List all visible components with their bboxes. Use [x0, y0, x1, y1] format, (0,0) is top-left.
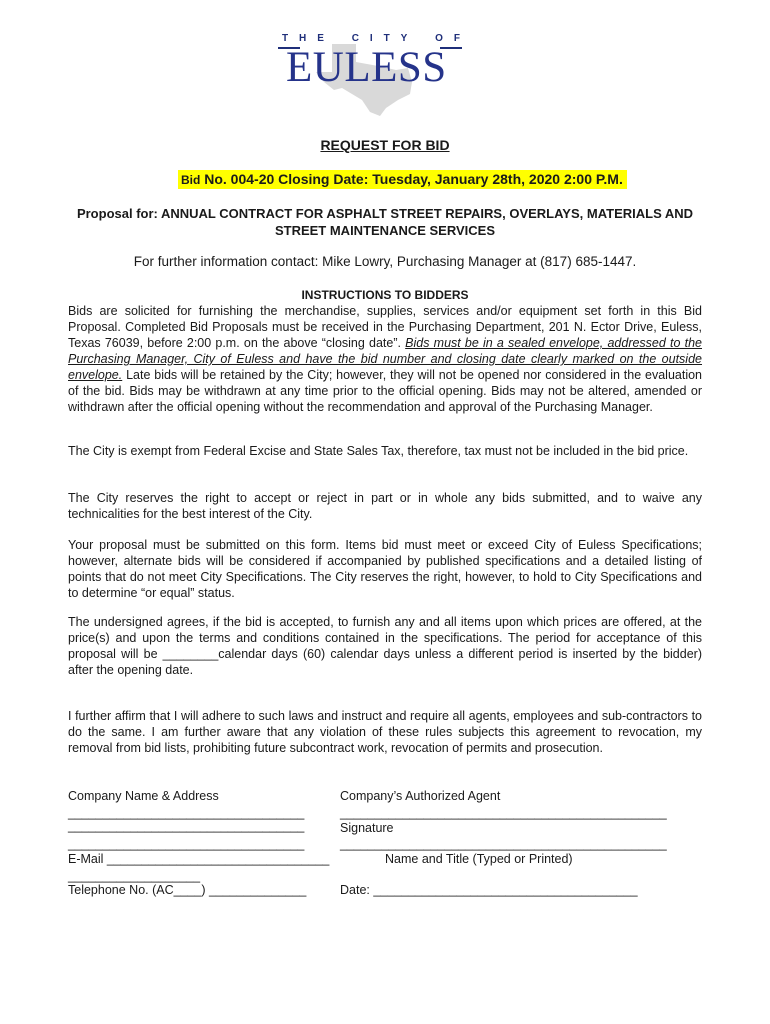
paragraph-acceptance-period: The undersigned agrees, if the bid is accepted, to furnish any and all items upon which prices are offered, at the price(s) and upon the terms and conditions contained in the specifications. The period for acceptance of this proposal will be ________calendar days (60) calendar days unless a different period is inserted by the bidder) after the opening date.	[68, 615, 702, 677]
logo-letter: E	[317, 33, 324, 44]
company-name-label: Company Name & Address	[68, 789, 219, 803]
logo-letter: T	[282, 33, 289, 44]
logo-letter: H	[299, 33, 307, 44]
agent-line[interactable]: _______________________________________________	[340, 806, 667, 820]
extra-line[interactable]: ___________________	[68, 869, 201, 883]
email-field[interactable]: E-Mail ________________________________	[68, 852, 330, 866]
paragraph-specifications: Your proposal must be submitted on this form. Items bid must meet or exceed City of Euless Specifications; however, alternate bids will be considered if accompanied by published specifications and a detailed listing of points that do not meet City Specifications. The City reserves the right, however, to hold to City Specifications and to determine “or equal” status.	[68, 538, 702, 600]
date-field[interactable]: Date: ______________________________________	[340, 883, 638, 897]
company-line-2[interactable]: __________________________________	[68, 819, 305, 833]
city-of-euless-logo	[276, 30, 466, 116]
logo-letter: Y	[400, 33, 408, 44]
company-line-3[interactable]: __________________________________	[68, 837, 305, 851]
instructions-heading: INSTRUCTIONS TO BIDDERS	[301, 288, 469, 302]
paragraph-city-rights: The City reserves the right to accept or reject in part or in whole any bids submitted, and to waive any technicalities for the best interest of the City.	[68, 491, 702, 521]
signature-line[interactable]: _______________________________________________	[340, 837, 667, 851]
proposal-title: Proposal for: ANNUAL CONTRACT FOR ASPHALT STREET REPAIRS, OVERLAYS, MATERIALS AND STREET MAINTENANCE SERVICES	[76, 206, 694, 238]
company-line-1[interactable]: __________________________________	[68, 806, 305, 820]
page-title: REQUEST FOR BID	[320, 137, 450, 153]
bid-details: No. 004-20 Closing Date: Tuesday, January 28th, 2020 2:00 P.M.	[200, 171, 623, 187]
bid-closing-line	[178, 170, 627, 189]
logo-letter: F	[453, 33, 460, 44]
logo-letter: O	[435, 33, 443, 44]
telephone-field[interactable]: Telephone No. (AC____) ______________	[68, 883, 307, 897]
logo-letter: I	[369, 33, 373, 44]
logo-letter: T	[383, 33, 390, 44]
logo-letter: C	[351, 33, 359, 44]
logo-tagline	[282, 33, 460, 44]
authorized-agent-label: Company’s Authorized Agent	[340, 789, 501, 803]
bid-label: Bid	[181, 173, 201, 187]
signature-label: Signature	[340, 821, 394, 835]
paragraph-tax-exempt: The City is exempt from Federal Excise and State Sales Tax, therefore, tax must not be included in the bid price.	[68, 444, 689, 458]
paragraph-affirmation: I further affirm that I will adhere to such laws and instruct and require all agents, employees and sub-contractors to do the same. I am further aware that any violation of these rules subjects this agreement to revocation, my removal from bid lists, prohibiting future subcontract work, revocation of permits and prosecution.	[68, 709, 702, 755]
name-title-label: Name and Title (Typed or Printed)	[385, 852, 573, 866]
paragraph-bid-submission: Bids are solicited for furnishing the merchandise, supplies, services and/or equipment set forth in this Bid Proposal. Completed Bid Proposals must be received in the Purchasing Department, 201 N. Ector Drive, Euless, Texas 76039, before 2:00 p.m. on the above “closing date”. Bids must be in a sealed envelope, addressed to the Purchasing Manager, City of Euless and have the bid number and closing date clearly marked on the outside envelope. Late bids will be retained by the City; however, they will not be opened nor considered in the evaluation of the bid. Bids may be withdrawn at any time prior to the official opening. Bids may not be altered, amended or withdrawn after the official opening without the recommendation and approval of the Purchasing Manager.	[68, 304, 702, 414]
contact-info: For further information contact: Mike Lowry, Purchasing Manager at (817) 685-1447.	[133, 254, 637, 269]
logo-wordmark: EULESS	[286, 44, 447, 91]
sealed-envelope-notice: Bids must be in a sealed envelope, addressed to the Purchasing Manager, City of Euless and have the bid number and closing date clearly marked on the outside envelope.	[68, 336, 702, 382]
